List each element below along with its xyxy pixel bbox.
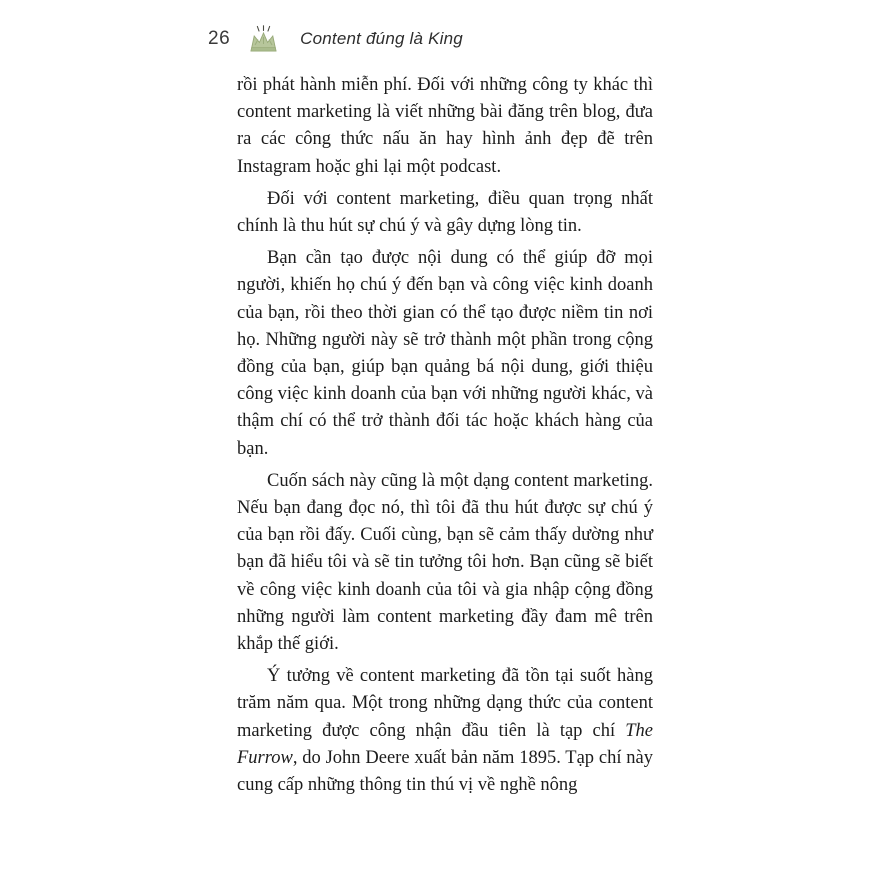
page-header <box>208 24 463 54</box>
text-segment: Ý tưởng về content marketing đã tồn tại suốt hàng trăm năm qua. Một trong những dạng thức của content marketing được công nhận đầu tiên là tạp chí <box>237 666 653 741</box>
text-segment: rồi phát hành miễn phí. Đối với những công ty khác thì content marketing là viết những bài đăng trên blog, đưa ra các công thức nấu ăn hay hình ảnh đẹp đẽ trên Instagram hoặc ghi lại một podcast. <box>237 75 653 177</box>
italic-text: The Furrow <box>237 720 653 768</box>
page-number: 26 <box>208 28 231 49</box>
text-segment: Bạn cần tạo được nội dung có thể giúp đỡ mọi người, khiến họ chú ý đến bạn và công việc kinh doanh của bạn, rồi theo thời gian có thể tạo được niềm tin nơi họ. Những người này sẽ trở thành một phần trong cộng đồng của bạn, giúp bạn quảng bá nội dung, giới thiệu công việc kinh doanh của bạn với những người khác, và thậm chí có thể trở thành đối tác hoặc khách hàng của bạn. <box>237 248 653 459</box>
paragraph <box>237 468 653 658</box>
text-segment: , do John Deere xuất bản năm 1895. Tạp chí này cung cấp những thông tin thú vị về nghề nông <box>237 747 653 796</box>
paragraph <box>237 186 653 240</box>
text-segment: Cuốn sách này cũng là một dạng content marketing. Nếu bạn đang đọc nó, thì tôi đã thu hút được sự chú ý của bạn rồi đấy. Cuối cùng, bạn sẽ cảm thấy dường như bạn đã hiểu tôi và sẽ tin tưởng tôi hơn. Bạn cũng sẽ biết về công việc kinh doanh của tôi và gia nhập cộng đồng những người làm content marketing đầy đam mê trên khắp thế giới. <box>237 470 653 655</box>
body-text <box>237 72 653 799</box>
running-head-title: Content đúng là King <box>300 29 463 48</box>
paragraph <box>237 72 653 181</box>
paragraph <box>237 245 653 463</box>
paragraph <box>237 663 653 799</box>
crown-icon <box>244 24 284 54</box>
text-segment: Đối với content marketing, điều quan trọng nhất chính là thu hút sự chú ý và gây dựng lòng tin. <box>237 188 653 237</box>
